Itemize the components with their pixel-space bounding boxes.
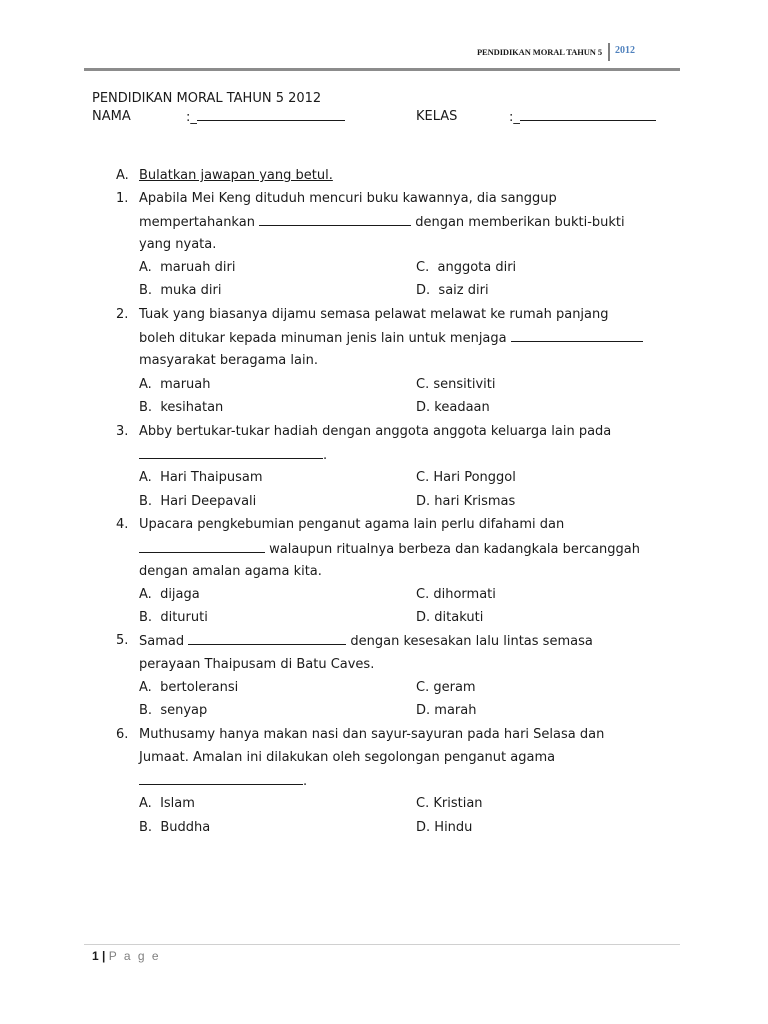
option-text: bertoleransi [160,680,239,695]
q5-option-b[interactable] [139,703,207,719]
q5-line1 [139,633,593,650]
q3-line1: Abby bertukar-tukar hadiah dengan anggota anggota keluarga lain pada [139,424,612,439]
q6-line2: Jumaat. Amalan ini dilakukan oleh segolongan penganut agama [139,750,556,765]
option-letter: B. [139,610,153,625]
section-letter: A. [116,168,129,183]
option-letter: D. [416,703,431,718]
q2-line2 [139,330,643,347]
option-text: Kristian [433,796,483,811]
q3-option-d[interactable] [416,494,515,510]
option-letter: B. [139,703,153,718]
q4-blank [139,541,265,553]
document-title: PENDIDIKAN MORAL TAHUN 5 2012 [92,91,322,106]
q4-line2-text: walaupun ritualnya berbeza dan kadangkala bercanggah [269,542,641,557]
page-number: 1 [92,949,99,963]
option-text: dituruti [160,610,208,625]
q5-blank [188,633,346,645]
q4-option-a[interactable] [139,587,200,603]
option-letter: A. [139,796,152,811]
q1-option-b[interactable] [139,283,221,299]
option-text: Buddha [160,820,211,835]
q2-line2-text: boleh ditukar kepada minuman jenis lain untuk menjaga [139,331,507,346]
option-text: dijaga [160,587,200,602]
q4-number: 4. [116,517,129,532]
header-rule [84,68,680,71]
q6-option-b[interactable] [139,820,210,836]
q4-line1: Upacara pengkebumian penganut agama lain perlu difahami dan [139,517,565,532]
option-text: saiz diri [438,283,489,298]
q2-number: 2. [116,307,129,322]
q1-line1: Apabila Mei Keng dituduh mencuri buku kawannya, dia sanggup [139,191,557,206]
q4-option-b[interactable] [139,610,208,626]
option-letter: A. [139,470,152,485]
q1-blank [259,214,411,226]
option-letter: D. [416,283,431,298]
option-text: anggota diri [437,260,517,275]
q6-blank [139,773,303,785]
kelas-label: KELAS [416,109,458,124]
q5-option-a[interactable] [139,680,238,696]
option-letter: D. [416,610,431,625]
q5-line1-end: dengan kesesakan lalu lintas semasa [350,634,593,649]
q4-option-c[interactable] [416,587,496,603]
option-letter: C. [416,470,430,485]
option-text: senyap [160,703,208,718]
option-text: keadaan [434,400,490,415]
nama-label: NAMA [92,109,131,124]
page-separator: | [102,949,106,963]
q3-option-a[interactable] [139,470,263,486]
q5-number: 5. [116,633,129,648]
option-text: maruah [160,377,211,392]
q2-option-b[interactable] [139,400,223,416]
footer-rule [84,944,680,945]
option-text: maruah diri [160,260,236,275]
option-letter: C. [416,260,430,275]
page-word: P a g e [108,949,161,963]
option-letter: A. [139,587,152,602]
option-letter: B. [139,283,153,298]
q5-option-c[interactable] [416,680,476,696]
q6-line3 [139,773,307,790]
q1-number: 1. [116,191,129,206]
option-text: sensitiviti [433,377,496,392]
option-letter: B. [139,400,153,415]
q1-line2 [139,214,625,231]
option-letter: B. [139,820,153,835]
nama-blank [197,109,345,121]
kelas-blank [520,109,656,121]
option-letter: C. [416,680,430,695]
q1-option-a[interactable] [139,260,235,276]
option-text: Islam [160,796,195,811]
option-text: geram [433,680,476,695]
option-letter: D. [416,820,431,835]
option-letter: C. [416,796,430,811]
option-text: muka diri [160,283,222,298]
option-letter: C. [416,377,430,392]
q6-option-d[interactable] [416,820,472,836]
option-letter: B. [139,494,153,509]
q4-line3: dengan amalan agama kita. [139,564,322,579]
q1-option-d[interactable] [416,283,489,299]
q3-blank [139,447,323,459]
running-header-title: PENDIDIKAN MORAL TAHUN 5 [476,47,602,57]
option-letter: A. [139,260,152,275]
q1-line3: yang nyata. [139,237,217,252]
q1-line2-end: dengan memberikan bukti-bukti [415,215,625,230]
kelas-colon: :_ [509,110,520,125]
nama-colon: :_ [186,110,197,125]
q5-option-d[interactable] [416,703,476,719]
q3-option-b[interactable] [139,494,256,510]
q3-number: 3. [116,424,129,439]
page-footer [92,949,161,963]
option-text: Hari Deepavali [160,494,257,509]
header-divider [608,43,610,61]
option-letter: D. [416,494,431,509]
option-letter: D. [416,400,431,415]
q2-line3: masyarakat beragama lain. [139,353,318,368]
q2-blank [511,330,643,342]
q2-option-d[interactable] [416,400,490,416]
option-text: dihormati [433,587,496,602]
running-header-year: 2012 [615,45,635,56]
option-letter: A. [139,680,152,695]
option-text: ditakuti [434,610,484,625]
kelas-field[interactable] [509,109,656,126]
q5-line1-start: Samad [139,634,185,649]
q1-option-c[interactable] [416,260,516,276]
q2-option-a[interactable] [139,377,210,393]
option-text: Hari Ponggol [433,470,516,485]
section-instruction: Bulatkan jawapan yang betul. [139,168,333,183]
q2-line1: Tuak yang biasanya dijamu semasa pelawat melawat ke rumah panjang [139,307,609,322]
q4-option-d[interactable] [416,610,483,626]
option-text: hari Krismas [434,494,516,509]
option-letter: C. [416,587,430,602]
q2-option-c[interactable] [416,377,495,393]
option-text: kesihatan [160,400,224,415]
q3-period: . [323,448,328,463]
q6-line1: Muthusamy hanya makan nasi dan sayur-sayuran pada hari Selasa dan [139,727,605,742]
q3-line2 [139,447,327,464]
q6-option-c[interactable] [416,796,483,812]
option-text: Hindu [434,820,473,835]
q6-number: 6. [116,727,129,742]
q6-option-a[interactable] [139,796,195,812]
option-text: marah [434,703,477,718]
q5-line2: perayaan Thaipusam di Batu Caves. [139,657,375,672]
q4-line2 [139,541,640,558]
nama-field[interactable] [186,109,345,126]
q3-option-c[interactable] [416,470,516,486]
option-letter: A. [139,377,152,392]
q6-period: . [303,774,308,789]
option-text: Hari Thaipusam [160,470,263,485]
q1-line2-start: mempertahankan [139,215,255,230]
